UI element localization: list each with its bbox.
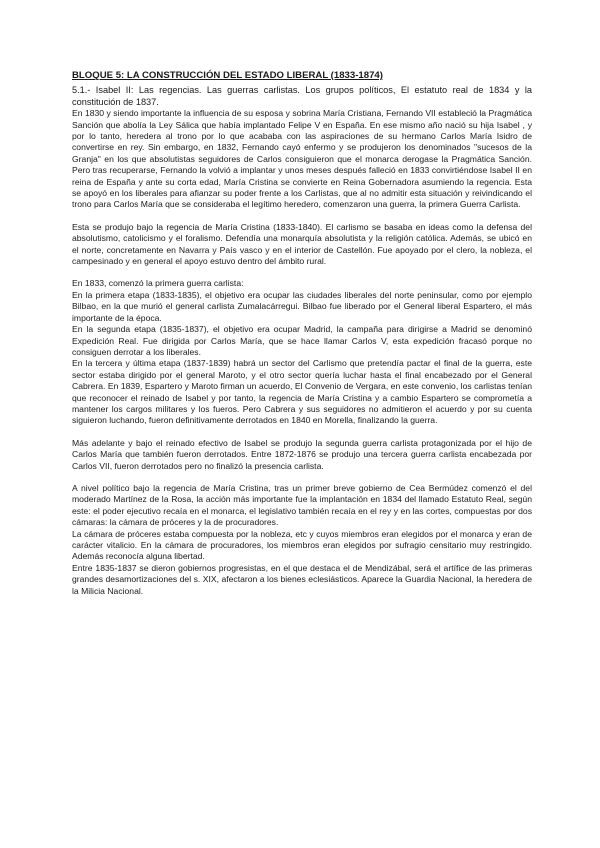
paragraph-chambers: La cámara de próceres estaba compuesta por la nobleza, etc y cuyos miembros eran elegidos por el monarca y eran de carácter vitalicio. En la cámara de procuradores, los miembros eran elegidos por sufragio censitario muy restringido. Además reconocía alguna libertad. — [72, 528, 532, 562]
paragraph-political: A nivel político bajo la regencia de María Cristina, tras un primer breve gobierno de Cea Bermúdez comenzó el del moderado Martínez de la Rosa, la acción más importante fue la implantación en 1834 del llamado Estatuto Real, según este: el poder ejecutivo recaía en el monarca, el legislativo también recaía en el rey y en las cortes, compuestas por dos cámaras: la cámara de próceres y la de procuradores. — [72, 482, 532, 528]
paragraph-war-start: En 1833, comenzó la primera guerra carlista: — [72, 278, 244, 289]
paragraph-later-wars: Más adelante y bajo el reinado efectivo de Isabel se produjo la segunda guerra carlista protagonizada por el hijo de Carlos María que también fueron derrotados. Entre 1872-1876 se produjo una tercera guerra carlista encabezada por Carlos VII, fueron derrotados pero no finalizó la presencia carlista. — [72, 437, 532, 471]
document-body — [72, 70, 532, 597]
paragraph-stage-one: En la primera etapa (1833-1835), el objetivo era ocupar las ciudades liberales del norte peninsular, como por ejemplo Bilbao, en la que murió el general carlista Zumalacárregui. Bilbao fue liberado por el General liberal Espartero, el más importante de la época. — [72, 289, 532, 323]
paragraph-stage-two: En la segunda etapa (1835-1837), el objetivo era ocupar Madrid, la campaña para dirigirse a Madrid se denominó Expedición Real. Fue dirigida por Carlos María, que se hace llamar Carlos V, esta expedición fracasó porque no consiguen derrotar a los liberales. — [72, 324, 532, 357]
section-subtitle: 5.1.- Isabel II: Las regencias. Las guerras carlistas. Los grupos políticos, El estatuto real de 1834 y la constitución de 1837. — [72, 85, 532, 107]
paragraph-stage-three: En la tercera y última etapa (1837-1839) habrá un sector del Carlismo que pretendía pactar el final de la guerra, este sector estaba dirigido por el general Maroto, y el otro sector quería luchar hasta el final encabezado por el General Cabrera. En 1839, Espartero y Maroto firman un acuerdo, El Convenio de Vergara, en este convenio, los carlistas tenían que reconocer el reinado de Isabel y por tanto, la regencia de María Cristina y a cambio Espartero se comprometía a mantener los cargos militares y los fueros. Pero Cabrera y sus seguidores no admitieron el acuerdo y por su cuenta siguieron luchando, fueron definitivamente derrotados en 1840 en Morella, finalizando la guerra. — [72, 358, 532, 426]
paragraph-carlismo: Esta se produjo bajo la regencia de María Cristina (1833-1840). El carlismo se basaba en ideas como la defensa del absolutismo, catolicismo y el foralismo. Defendía una monarquía absolutista y la religión católica. Además, se ubicó en el norte, concretamente en Navarra y País vasco y en el interior de Castellón. Fue apoyado por el clero, la nobleza, el campesinado y en general el apoyo estuvo dentro del ámbito rural. — [72, 221, 532, 267]
paragraph-progressives: Entre 1835-1837 se dieron gobiernos progresistas, en el que destaca el de Mendizábal, será el artífice de las primeras grandes desamortizaciones del s. XIX, afectaron a los bienes eclesiásticos. Aparece la Guardia Nacional, la heredera de la Milicia Nacional. — [72, 562, 532, 596]
paragraph-intro: En 1830 y siendo importante la influencia de su esposa y sobrina María Cristiana, Fernando VII estableció la Pragmática Sanción que abolía la Ley Sálica que había implantado Felipe V en España. En ese mismo año nació su hija Isabel , y por lo tanto, heredera al trono por lo que acababa con las aspiraciones de su hermano Carlos María Isidro de convertirse en rey. Sin embargo, en 1832, Fernando cayó enfermo y se produjeron los denominados "sucesos de la Granja" en los que absolutistas seguidores de Carlos consiguieron que el monarca derogase la Pragmática Sanción. Pero tras recuperarse, Fernando la volvió a implantar y unos meses después falleció en 1833 convirtiéndose Isabel II en reina de España y ante su corta edad, María Cristina se convierte en Reina Gobernadora asumiendo la regencia. Esta se apoyó en los liberales para afianzar su poder frente a los Carlistas, que al no admitir esta situación y reivindicando el trono para Carlos María que se consideraba el legítimo heredero, comenzaron una guerra, la primera Guerra Carlista. — [72, 108, 532, 210]
document-title: BLOQUE 5: LA CONSTRUCCIÓN DEL ESTADO LIBERAL (1833-1874) — [72, 70, 383, 81]
